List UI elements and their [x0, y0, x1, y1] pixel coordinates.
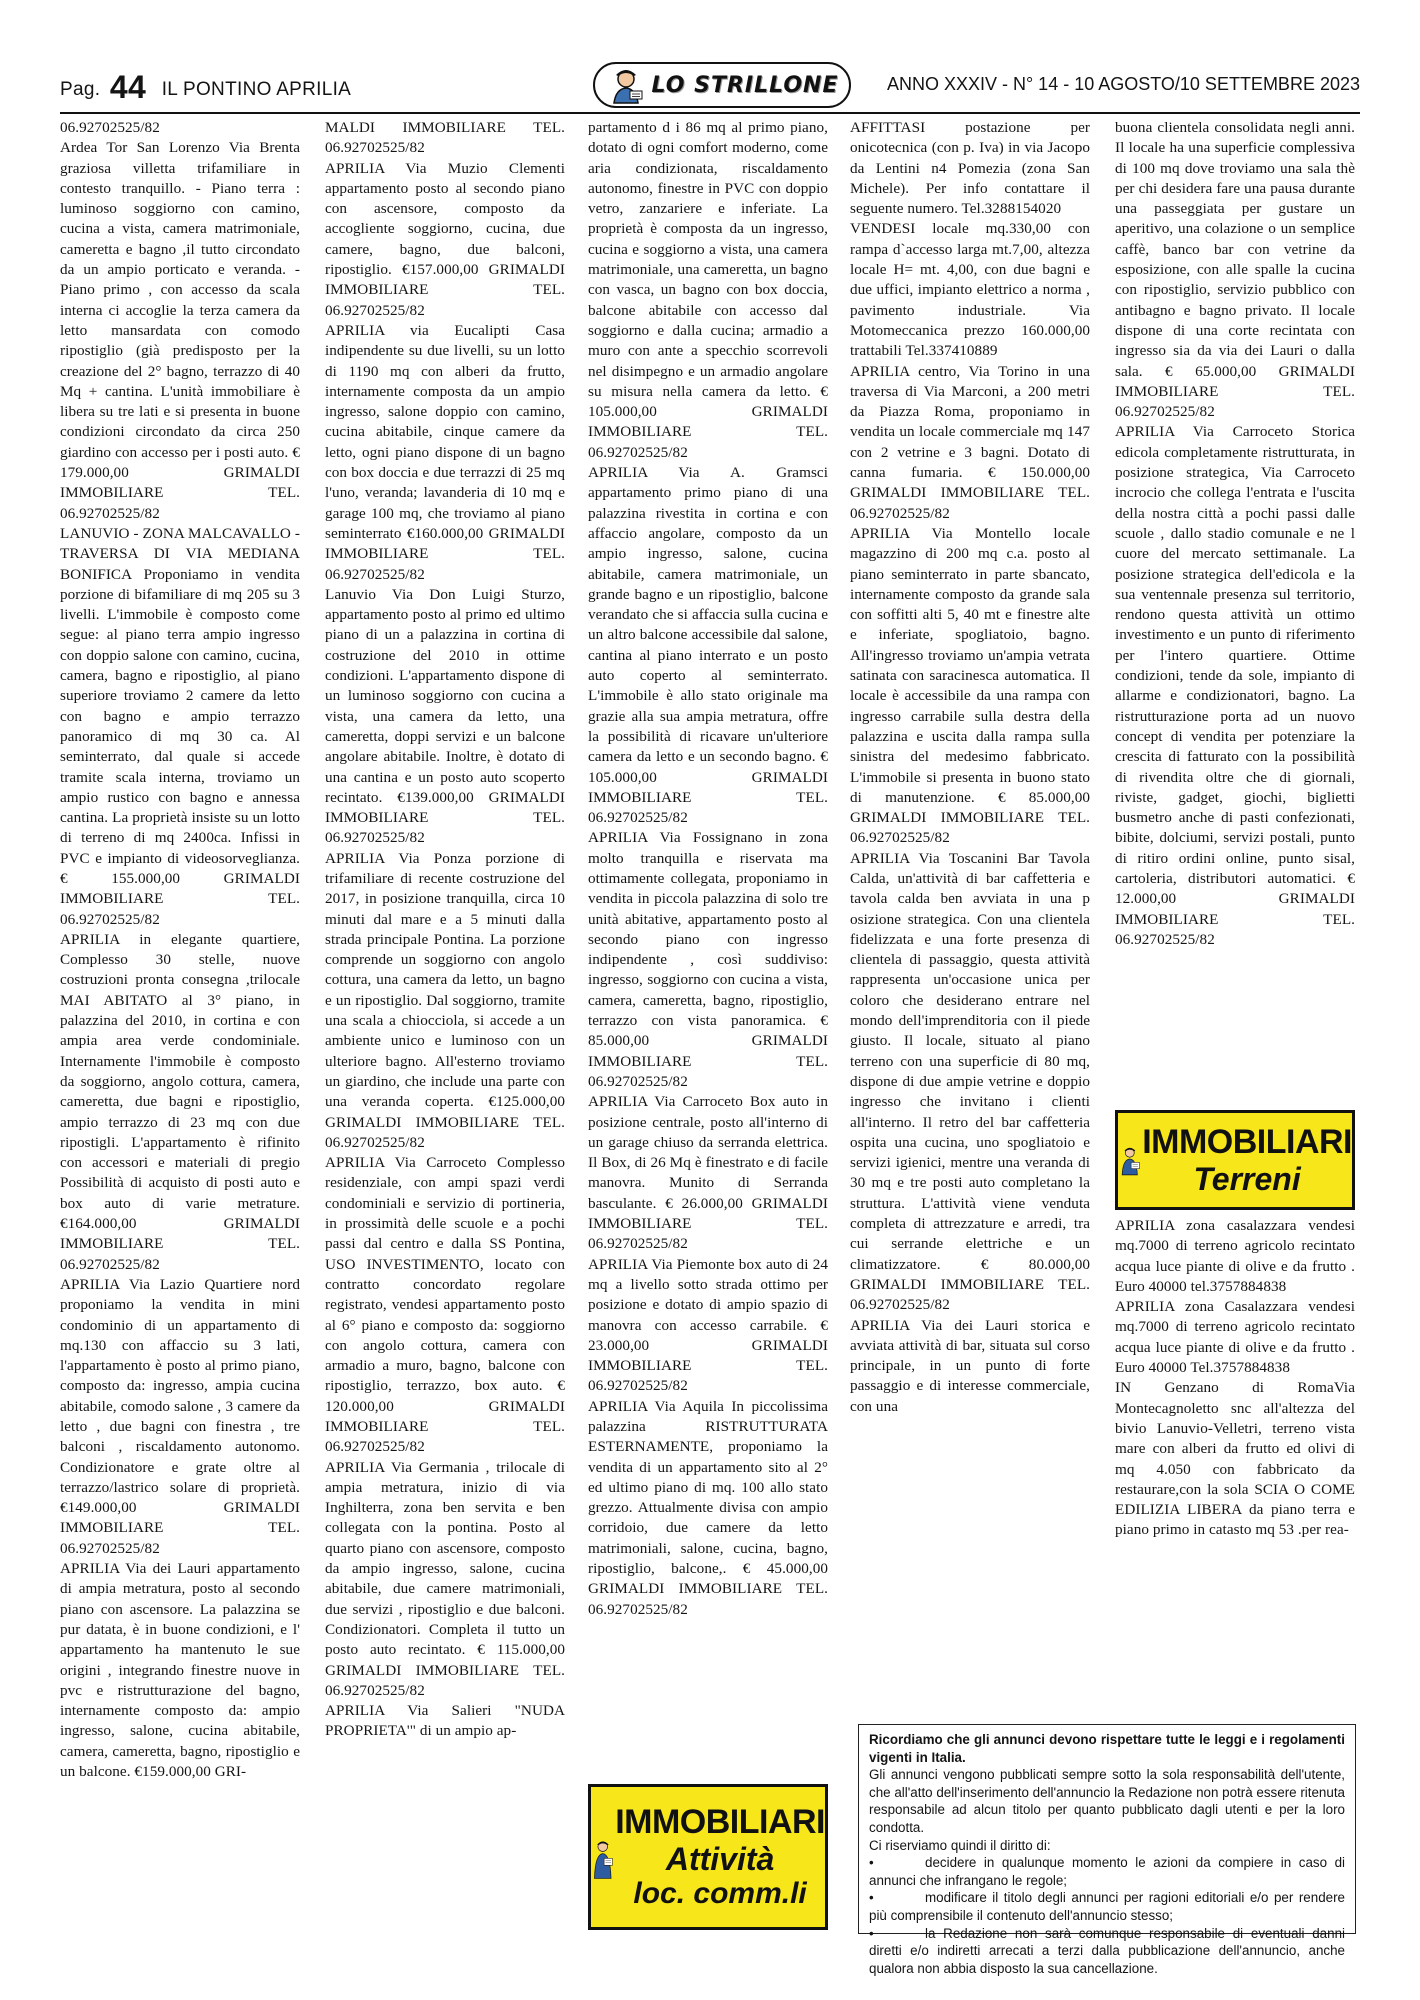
classified-ad: APRILIA Via Carroceto Complesso residenziale, con ampi spazi verdi condominiali e servizio di portineria, in prossimità delle scuole e a pochi passi dal centro e dalla SS Pontina, USO INVESTIMENTO, locato con contratto concordato regolare registrato, vendesi appartamento posto al 6° piano e composto da: soggiorno con angolo cottura, camera con armadio a muro, bagno, balcone con ripostiglio, terrazzo, box auto. € 120.000,00 GRIMALDI IMMOBILIARE TEL. 06.92702525/82	[325, 1154, 565, 1456]
classified-ad: APRILIA Via Ponza porzione di trifamiliare di recente costruzione del 2017, in posizione tranquilla, circa 10 minuti dal mare e a 5 minuti dalla strada principale Pontina. La porzione comprende un soggiorno con angolo cottura, una camera da letto, un bagno e un ripostiglio. Dal soggiorno, tramite una scala a chiocciola, si accede a un ambiente unico e luminoso con un ulteriore bagno. All'esterno troviamo un giardino, che include una parte con una veranda coperta. €125.000,00 GRIMALDI IMMOBILIARE TEL. 06.92702525/82	[325, 849, 565, 1151]
classified-ad: APRILIA Via Montello locale magazzino di 200 mq c.a. posto al piano seminterrato in parte sbancato, internamente composto da grande sala con soffitti alti 5, 40 mt e finestre alte e inferiate, spogliatoio, bagno. All'ingresso troviamo un'ampia vetrata satinata con saracinesca automatica. Il locale è accessibile da una rampa con ingresso carrabile sulla destra della palazzina e uscita dalla rampa sulla sinistra del medesimo fabbricato. L'immobile si presenta in buono stato di manutenzione. € 85.000,00 GRIMALDI IMMOBILIARE TEL. 06.92702525/82	[850, 524, 1090, 847]
terreni-column	[1115, 1216, 1355, 1541]
strillone-logo	[593, 62, 851, 108]
logo-text: LO STRILLONE	[651, 72, 839, 98]
classified-ad: APRILIA zona Casalazzara vendesi mq.7000 di terreno agricolo recintato acqua luce piante di olive e da frutto . Euro 40000 Tel.3757884838	[1115, 1298, 1355, 1377]
classified-ad: Ardea Tor San Lorenzo Via Brenta graziosa villetta trifamiliare in contesto tranquillo. - Piano terra : luminoso soggiorno con camino, cucina a vista, camera matrimoniale, cameretta e bagno ,il tutto circondato da un ampio porticato e veranda. - Piano primo , con accesso da scala interna ci accoglie la terza camera da letto mansardata con comodo ripostiglio (già predisposto per la creazione del 2° bagno, terrazzo di 40 Mq + cantina. L'unità immobiliare è libera su tre lati e si presenta in buone condizioni circondato da circa 250 giardino con accesso per i posti auto. € 179.000,00 GRIMALDI IMMOBILIARE TEL. 06.92702525/82	[60, 139, 300, 522]
classified-ad: buona clientela consolidata negli anni. Il locale ha una superficie complessiva di 100 mq dove troviamo una sala thè per chi desidera fare una pausa durante una passeggiata per gustare un aperitivo, una colazione o un semplice caffè, banco bar con vetrine da esposizione, con alle spalle la cucina con ripostiglio, servizio pubblico con antibagno e bagno privato. Il locale dispone di una corte recintata con ingresso sia da via dei Lauri o dalla sala. € 65.000,00 GRIMALDI IMMOBILIARE TEL. 06.92702525/82	[1115, 119, 1355, 421]
classified-ad: APRILIA Via Lazio Quartiere nord proponiamo la vendita in mini condominio di un appartamento di mq.130 con affaccio su 3 lati, l'appartamento è posto al primo piano, composto da: ingresso, ampia cucina abitabile, comodo salone , 3 camere da letto , due bagni con finestra , tre balconi , riscaldamento autonomo. Condizionatore e grate oltre al terrazzo/lastrico solare di proprietà. €149.000,00 GRIMALDI IMMOBILIARE TEL. 06.92702525/82	[60, 1275, 300, 1557]
newsboy-icon	[606, 65, 646, 105]
notice-rights-list	[869, 1854, 1345, 1977]
notice-item-text: modificare il titolo degli annunci per ragioni editoriali e/o per rendere più comprensibile il contenuto dell'annuncio stesso;	[869, 1890, 1345, 1923]
classified-ad: APRILIA in elegante quartiere, Complesso 30 stelle, nuove costruzioni pronta consegna ,trilocale MAI ABITATO al 3° piano, in palazzina del 2010, in cortina e con ampia area verde condominiale. Internamente l'immobile è composto da soggiorno, angolo cottura, camera, cameretta, due bagni e ripostiglio, ampio terrazzo di 23 mq con due ripostigli. L'appartamento è rifinito con accessori e materiali di pregio Possibilità di acquisto di posti auto e box auto di varie metrature. €164.000,00 GRIMALDI IMMOBILIARE TEL. 06.92702525/82	[60, 930, 300, 1273]
classified-ad: APRILIA Via Salieri "NUDA PROPRIETA'" di un ampio ap-	[325, 1702, 565, 1740]
notice-body: Gli annunci vengono pubblicati sempre sotto la sola responsabilità dell'utente, che all'atto dell'inserimento dell'annuncio la Redazione non potrà essere ritenuta responsabile ad alcun titolo per quanto pubblicato dagli utenti e per la loro condotta.	[869, 1767, 1345, 1835]
classified-ad: AFFITTASI postazione per onicotecnica (con p. Iva) in via Jacopo da Lentini n4 Pomezia (zona San Michele). Per info contattare il seguente numero. Tel.3288154020	[850, 119, 1090, 218]
notice-rights-intro: Ci riserviamo quindi il diritto di:	[869, 1837, 1051, 1853]
classified-ad: APRILIA Via Muzio Clementi appartamento posto al secondo piano con ascensore, composto da accogliente soggiorno, cucina, due camere, bagno, due balconi, ripostiglio. €157.000,00 GRIMALDI IMMOBILIARE TEL. 06.92702525/82	[325, 159, 565, 319]
column-4	[850, 118, 1090, 1417]
notice-title: Ricordiamo che gli annunci devono rispettare tutte le leggi e i regolamenti vigenti in Italia.	[869, 1732, 1345, 1765]
page-number: 44	[109, 69, 147, 105]
notice-item	[869, 1889, 1345, 1924]
bullet-icon: •	[869, 1890, 874, 1906]
classified-ad: APRILIA Via dei Lauri appartamento di ampia metratura, posto al secondo piano con ascensore. La palazzina se pur datata, è in buone condizioni, e l' appartamento ha mantenuto le sue origini , integrando finestre nuove in pvc e ristrutturazione del bagno, internamente composto da: ampio ingresso, salone, cucina abitabile, camera, cameretta, bagno, ripostiglio e un balcone. €159.000,00 GRI-	[60, 1560, 300, 1781]
legal-notice-box	[858, 1724, 1356, 1976]
classified-ad: APRILIA Via dei Lauri storica e avviata attività di bar, situata sul corso principale, in un punto di forte passaggio e di interesse commerciale, con una	[850, 1316, 1090, 1415]
classified-ad: MALDI IMMOBILIARE TEL. 06.92702525/82	[325, 119, 565, 157]
notice-item	[869, 1925, 1345, 1978]
banner-title: IMMOBILIARI	[615, 1803, 825, 1841]
classified-ad: APRILIA Via A. Gramsci appartamento primo piano di una palazzina rivestita in cortina e con affaccio angolare, composto da un ampio ingresso, salone, cucina abitabile, camera matrimoniale, un grande bagno e un ripostiglio, balcone verandato che si affaccia sulla cucina e un altro balcone accessibile dal salone, cantina al piano interrato e un posto auto coperto al seminterrato. L'immobile è allo stato originale ma grazie alla sua ampia metratura, offre la possibilità di ricavare un'ulteriore camera da letto e un secondo bagno. € 105.000,00 GRIMALDI IMMOBILIARE TEL. 06.92702525/82	[588, 464, 828, 827]
bullet-icon: •	[869, 1925, 874, 1941]
classified-ad: APRILIA centro, Via Torino in una traversa di Via Marconi, a 200 metri da Piazza Roma, proponiamo in vendita un locale commerciale mq 147 con 2 vetrine e 3 bagni. Dotato di canna fumaria. € 150.000,00 GRIMALDI IMMOBILIARE TEL. 06.92702525/82	[850, 362, 1090, 522]
banner-subtitle: Terreni	[1193, 1161, 1301, 1197]
classified-ad: APRILIA Via Aquila In piccolissima palazzina RISTRUTTURATA ESTERNAMENTE, proponiamo la vendita di un appartamento sito al 2° ed ultimo piano di mq. 100 allo stato grezzo. Attualmente divisa con ampio corridoio, due camere da letto matrimoniali, salone, cucina, bagno, ripostiglio, balcone,. € 45.000,00 GRIMALDI IMMOBILIARE TEL. 06.92702525/82	[588, 1397, 828, 1618]
classified-ad: APRILIA via Eucalipti Casa indipendente su due livelli, su un lotto di 1190 mq con alberi da frutto, internamente composta da un ampio ingresso, salone doppio con camino, cucina abitabile, cinque camere da letto, ogni piano dispone di un bagno con box doccia e due terrazzi di 25 mq l'uno, veranda; lavanderia di 10 mq e garage 100 mq, che troviamo al piano seminterrato €160.000,00 GRIMALDI IMMOBILIARE TEL. 06.92702525/82	[325, 321, 565, 583]
newsboy-icon	[1118, 1113, 1142, 1207]
issue-info: ANNO XXXIV - N° 14 - 10 AGOSTO/10 SETTEMBRE 2023	[886, 74, 1360, 94]
classified-ad: 06.92702525/82	[60, 119, 160, 136]
classified-ad: APRILIA Via Germania , trilocale di ampia metratura, inizio di via Inghilterra, zona ben servita e ben collegata con la pontina. Posto al quarto piano con ascensore, composto da ampio ingresso, salone, cucina abitabile, due camere matrimoniali, due servizi , ripostiglio e due balconi. Condizionatori. Completa il tutto un posto auto recintato. € 115.000,00 GRIMALDI IMMOBILIARE TEL. 06.92702525/82	[325, 1458, 565, 1699]
classified-ad: VENDESI locale mq.330,00 con rampa d`accesso larga mt.7,00, altezza locale H= mt. 4,00, con due bagni e due uffici, impianto elettrico a norma , pavimento industriale. Via Motomeccanica prezzo 160.000,00 trattabili Tel.337410889	[850, 220, 1090, 360]
column-1	[60, 118, 300, 1782]
notice-item-text: decidere in qualunque momento le azioni da compiere in caso di annunci che infrangano le regole;	[869, 1855, 1345, 1888]
publication-name: IL PONTINO APRILIA	[161, 79, 352, 100]
classified-ad: APRILIA Via Toscanini Bar Tavola Calda, un'attività di bar caffetteria e tavola calda ben avviata in una p osizione strategica. Con una clientela fidelizzata e una forte presenza di clientela di passaggio, questa attività rappresenta un'occasione unica per coloro che desiderano entrare nel mondo dell'imprenditoria con il piede giusto. Il locale, situato al piano terreno con una superficie di 80 mq, dispone di due ampie vetrine e doppio ingresso che invitano i clienti all'interno. Il retro del bar caffetteria ospita una cucina, uno spogliatoio e servizi igienici, mentre una veranda di 30 mq e tre posti auto completano la struttura. L'attività viene venduta completa di attrezzature e arredi, tra cui serrande elettriche e un climatizzatore. € 80.000,00 GRIMALDI IMMOBILIARE TEL. 06.92702525/82	[850, 849, 1090, 1314]
newsboy-icon	[591, 1787, 615, 1927]
banner-immobiliari-attivita	[588, 1784, 828, 1930]
classified-ad: APRILIA Via Carroceto Box auto in posizione centrale, posto all'interno di un garage chiuso da serranda elettrica. Il Box, di 26 Mq è finestrato e di facile manovra. Munito di Serranda basculante. € 26.000,00 GRIMALDI IMMOBILIARE TEL. 06.92702525/82	[588, 1093, 828, 1253]
page-header	[60, 62, 1360, 118]
classified-ad: IN Genzano di RomaVia Montecagnoletto snc all'altezza del bivio Lanuvio-Velletri, terreno vista mare con alberi da frutto ed olivi di mq 4.050 con fabbricato da restaurare,con la sola SCIA O COME EDILIZIA LIBERA da piano terra e piano primo in catasto mq 53 .per rea-	[1115, 1379, 1355, 1539]
banner-title: IMMOBILIARI	[1142, 1123, 1352, 1161]
classified-ad: APRILIA Via Fossignano in zona molto tranquilla e riservata ma ottimamente collegata, proponiamo in vendita in piccola palazzina di solo tre unità abitative, appartamento posto al secondo piano con ingresso indipendente , così suddiviso: ingresso, soggiorno con cucina a vista, camera, cameretta, bagno, ripostiglio, terrazzo con vista panoramica. € 85.000,00 GRIMALDI IMMOBILIARE TEL. 06.92702525/82	[588, 829, 828, 1090]
notice-item-text: la Redazione non sarà comunque responsabile di eventuali danni diretti e/o indiretti arrecati a terzi dalla pubblicazione dell'annuncio, anche qualora non abbia disposto la sua cancellazione.	[869, 1925, 1345, 1976]
banner-subtitle-2: loc. comm.li	[633, 1877, 807, 1910]
bullet-icon: •	[869, 1855, 874, 1871]
header-rule	[60, 112, 1360, 114]
classified-ad: APRILIA zona casalazzara vendesi mq.7000 di terreno agricolo recintato acqua luce piante di olive e da frutto . Euro 40000 tel.3757884838	[1115, 1217, 1355, 1295]
classified-ad: APRILIA Via Carroceto Storica edicola completamente ristrutturata, in posizione strategica, Via Carroceto incrocio che collega l'entrata e l'uscita della nostra città a pochi passi dalle scuole , dallo stadio comunale e ne l cuore del mercato settimanale. La posizione strategica dell'edicola e la sua ventennale presenza sul territorio, rendono questa attività un ottimo investimento e un punto di riferimento per l'intero quartiere. Ottime condizioni, tende da sole, impianto di allarme e condizionatori, bagno. La ristrutturazione porta ad un nuovo concept di vendita per potenziare la crescita di fatturato con la possibilità di rivendita oltre che di giornali, riviste, gadget, giochi, biglietti busmetro anche di pasti confezionati, bibite, dolciumi, servizi postali, punto di ritiro ordini online, punto sisal, cartoleria, distributori automatici. € 12.000,00 GRIMALDI IMMOBILIARE TEL. 06.92702525/82	[1115, 423, 1355, 948]
column-2	[325, 118, 565, 1742]
page-label	[60, 66, 351, 103]
classified-ad: partamento d i 86 mq al primo piano, dotato di ogni comfort moderno, come aria condizionata, riscaldamento autonomo, finestre in PVC con doppio vetro, zanzariere e inferiate. La proprietà è composta da un ingresso, cucina e soggiorno a vista, una camera matrimoniale, una cameretta, un bagno con vasca, un bagno con box doccia, balcone abitabile con accesso dal soggiorno e dalla cucina; armadio a muro con ante a specchio scorrevoli nel disimpegno e un armadio angolare su misura nella camera da letto. € 105.000,00 GRIMALDI IMMOBILIARE TEL. 06.92702525/82	[588, 119, 828, 461]
notice-item	[869, 1854, 1345, 1889]
column-3	[588, 118, 828, 1620]
pag-label: Pag.	[60, 79, 101, 100]
classified-ad: APRILIA Via Piemonte box auto di 24 mq a livello sotto strada ottimo per posizione e dotato di ampio spazio di manovra con accesso carrabile. € 23.000,00 GRIMALDI IMMOBILIARE TEL. 06.92702525/82	[588, 1255, 828, 1395]
classified-ad: Lanuvio Via Don Luigi Sturzo, appartamento posto al primo ed ultimo piano di un a palazzina in cortina di costruzione del 2010 in ottime condizioni. L'appartamento dispone di un luminoso soggiorno con cucina a vista, una camera da letto, una cameretta, doppi servizi e un balcone angolare abitabile. Inoltre, è dotato di una cantina e un posto auto scoperto recintato. €139.000,00 GRIMALDI IMMOBILIARE TEL. 06.92702525/82	[325, 585, 565, 847]
column-5	[1115, 118, 1355, 950]
banner-immobiliari-terreni	[1115, 1110, 1355, 1210]
banner-subtitle: Attività	[665, 1841, 775, 1877]
classified-ad: LANUVIO - ZONA MALCAVALLO - TRAVERSA DI VIA MEDIANA BONIFICA Proponiamo in vendita porzione di bifamiliare di mq 205 su 3 livelli. L'immobile è composto come segue: al piano terra ampio ingresso con doppio salone con camino, cucina, camera, bagno e ripostiglio, al piano superiore troviamo 2 camere da letto con bagno e ampio terrazzo panoramico di mq 30 ca. Al seminterrato, dal quale si accede tramite scala interna, troviamo un ampio rustico con bagno e annessa cantina. La proprietà insiste su un lotto di terreno di mq 2400ca. Infissi in PVC e impianto di videosorveglianza. € 155.000,00 GRIMALDI IMMOBILIARE TEL. 06.92702525/82	[60, 524, 300, 928]
